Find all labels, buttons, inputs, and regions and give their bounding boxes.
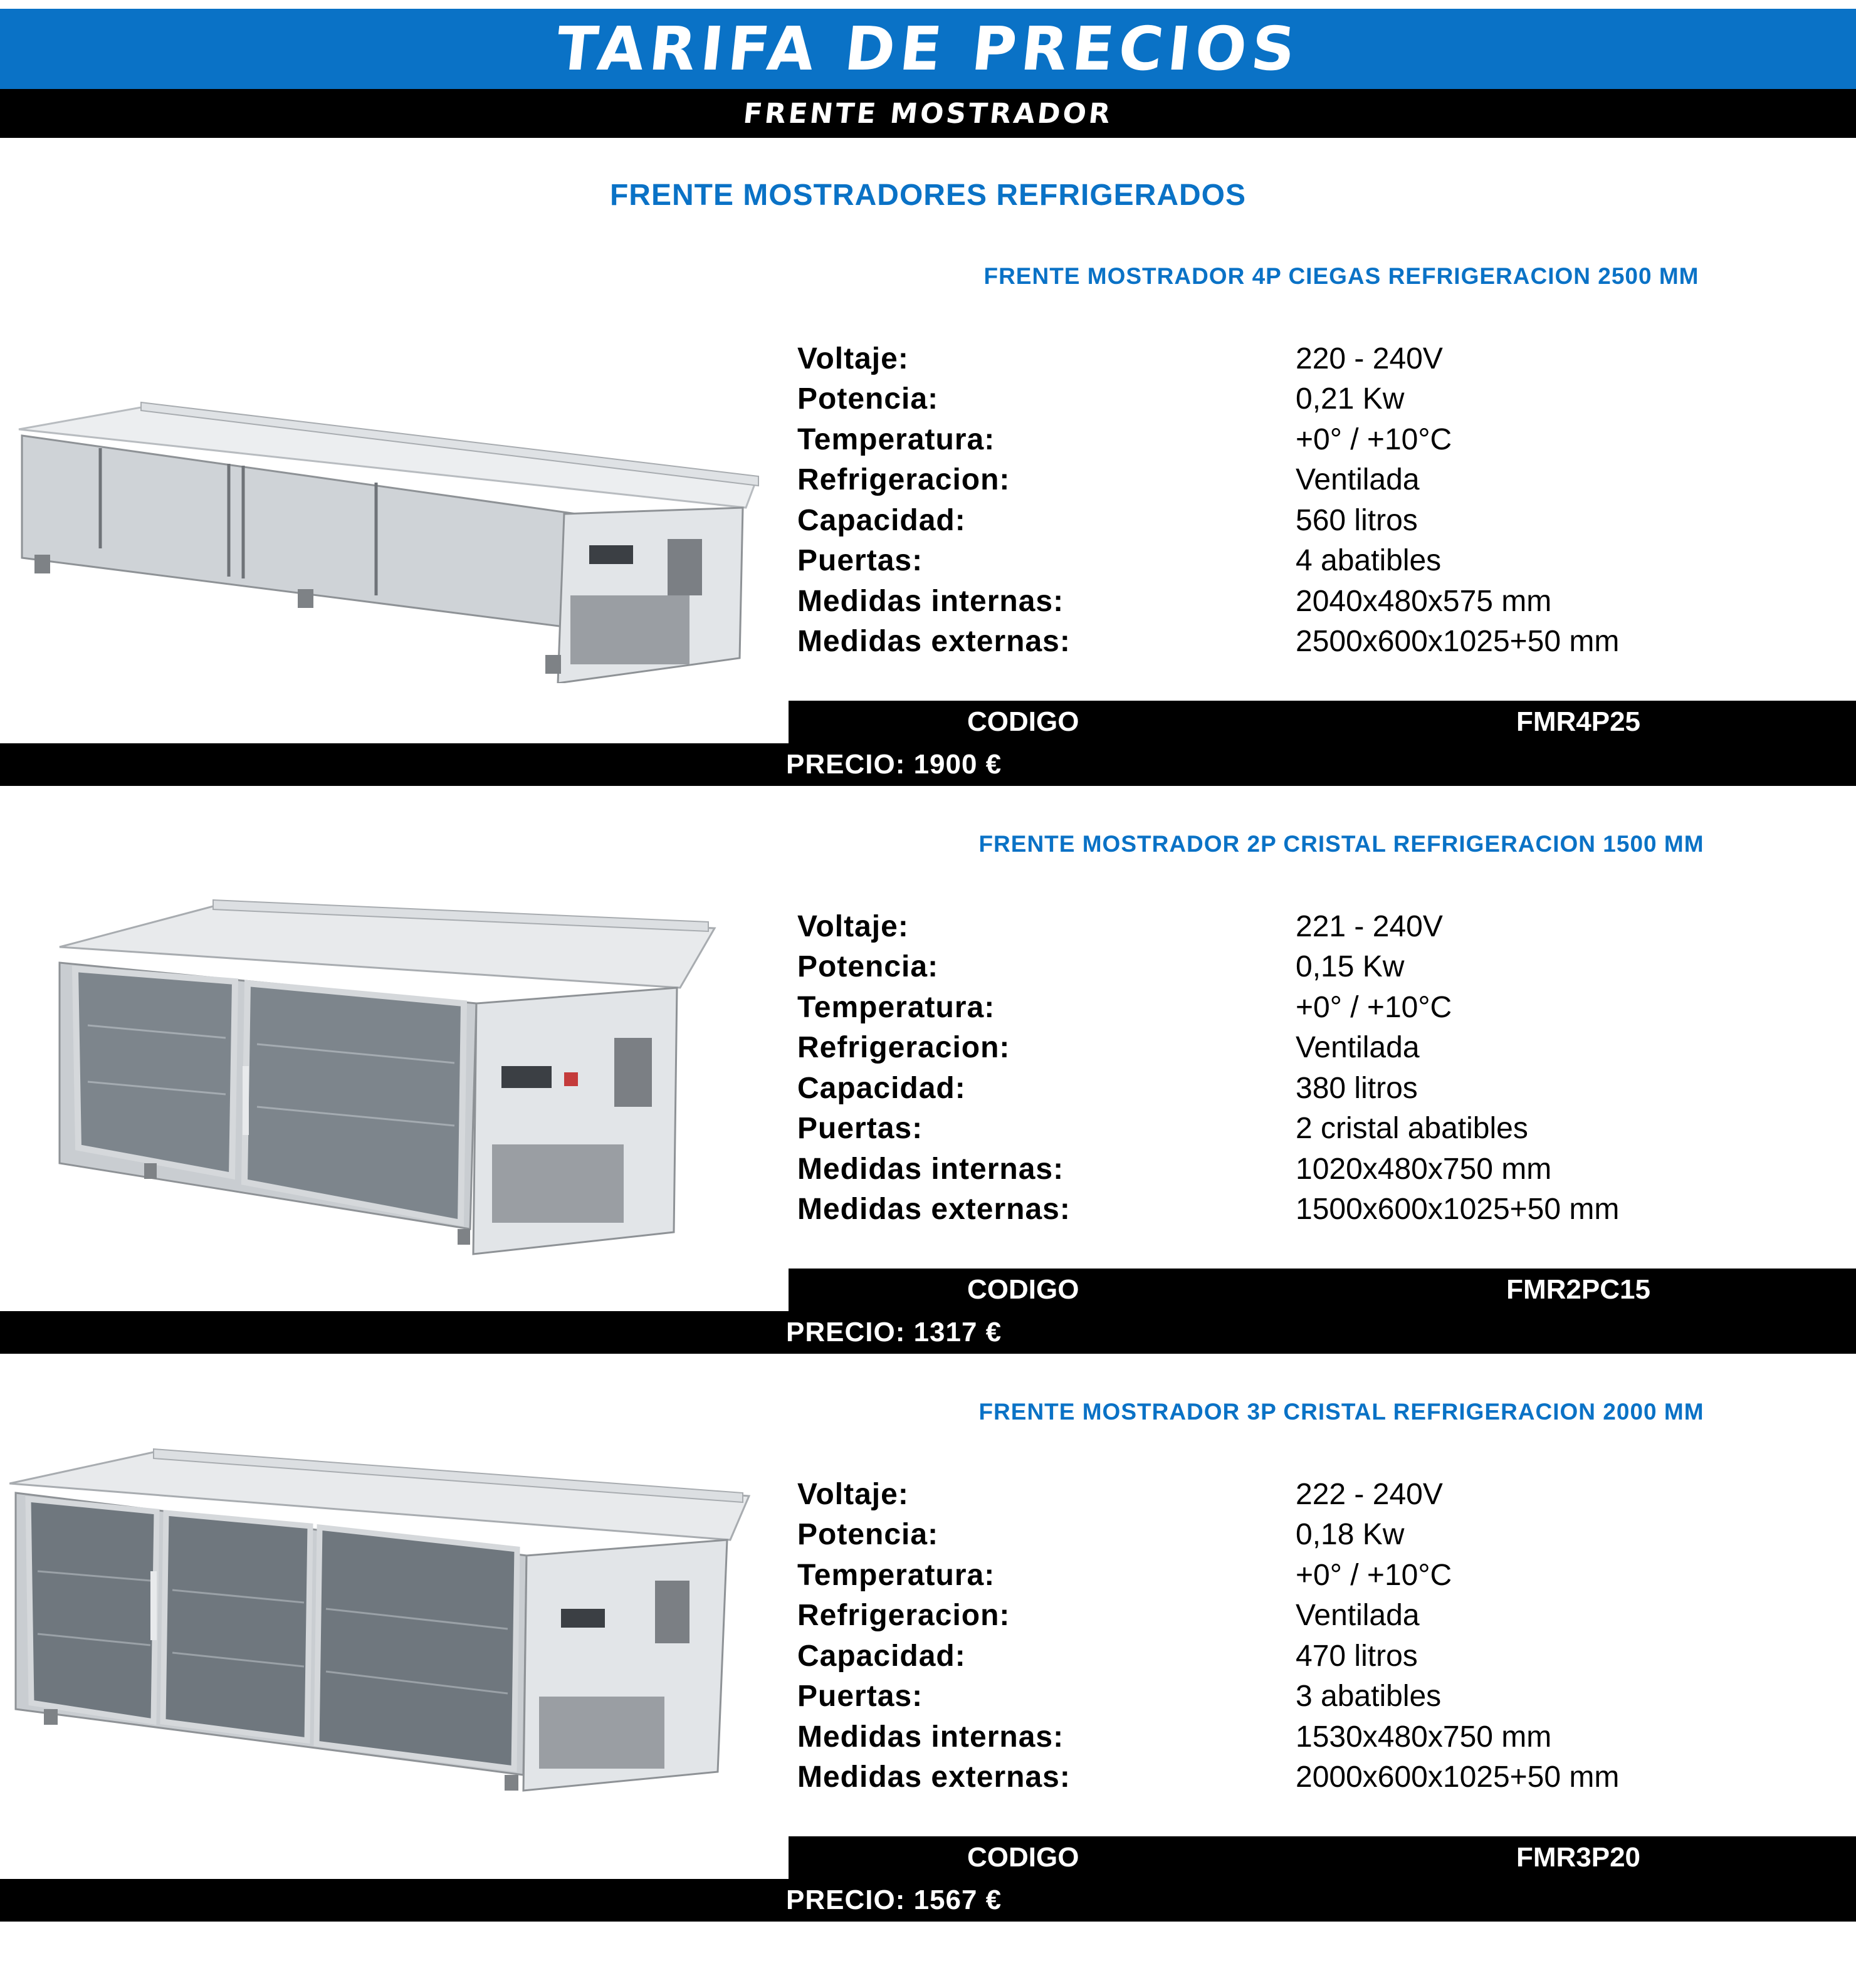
spec-row <box>797 1028 1619 1069</box>
product-image-2p-glass <box>50 862 727 1263</box>
spec-label: Voltaje: <box>797 342 909 375</box>
spec-value: 221 - 240V <box>1296 909 1443 943</box>
spec-value: 1020x480x750 mm <box>1296 1152 1552 1186</box>
spec-label: Refrigeracion: <box>797 1031 1010 1065</box>
spec-value: 0,18 Kw <box>1296 1518 1405 1552</box>
spec-value: 4 abatibles <box>1296 544 1442 578</box>
spec-row <box>797 1717 1619 1757</box>
product-card-fmr3p20 <box>0 1399 1856 1988</box>
spec-label: Capacidad: <box>797 1071 966 1105</box>
spec-label: Temperatura: <box>797 1558 995 1592</box>
spec-value: 220 - 240V <box>1296 342 1443 375</box>
spec-label: Refrigeracion: <box>797 463 1010 497</box>
spec-row <box>797 1677 1619 1717</box>
spec-row <box>797 1555 1619 1596</box>
price-bar <box>0 743 1856 786</box>
product-title: FRENTE MOSTRADOR 3P CRISTAL REFRIGERACION 2000 MM <box>978 1399 1704 1425</box>
code-label: CODIGO <box>967 1274 1079 1305</box>
spec-row <box>797 541 1619 582</box>
subtitle-banner <box>0 89 1856 138</box>
spec-value: 1500x600x1025+50 mm <box>1296 1193 1620 1227</box>
spec-label: Medidas externas: <box>797 1193 1071 1227</box>
spec-row <box>797 1515 1619 1556</box>
code-label: CODIGO <box>967 706 1079 737</box>
spec-list <box>797 906 1619 1230</box>
product-card-fmr4p25 <box>0 263 1856 852</box>
spec-value: 2000x600x1025+50 mm <box>1296 1760 1620 1794</box>
spec-label: Medidas internas: <box>797 1152 1064 1186</box>
spec-value: 560 litros <box>1296 503 1418 537</box>
spec-value: 0,15 Kw <box>1296 950 1405 984</box>
spec-label: Medidas externas: <box>797 1760 1071 1794</box>
spec-value: +0° / +10°C <box>1296 1558 1452 1592</box>
spec-row <box>797 1474 1619 1515</box>
spec-row <box>797 987 1619 1028</box>
spec-label: Puertas: <box>797 1680 923 1713</box>
spec-label: Temperatura: <box>797 422 995 456</box>
spec-value: Ventilada <box>1296 1599 1420 1633</box>
spec-row <box>797 419 1619 460</box>
spec-row <box>797 581 1619 622</box>
spec-row <box>797 379 1619 420</box>
spec-label: Medidas internas: <box>797 1720 1064 1754</box>
spec-row <box>797 1109 1619 1149</box>
section-heading: FRENTE MOSTRADORES REFRIGERADOS <box>609 179 1247 212</box>
code-bar <box>789 701 1856 743</box>
spec-label: Capacidad: <box>797 1639 966 1673</box>
spec-row <box>797 947 1619 988</box>
product-price: PRECIO: 1567 € <box>786 1885 1002 1915</box>
spec-value: Ventilada <box>1296 463 1420 497</box>
spec-label: Capacidad: <box>797 503 966 537</box>
product-code: FMR4P25 <box>1516 706 1641 737</box>
page-title: TARIFA DE PRECIOS <box>552 14 1304 84</box>
code-bar <box>789 1836 1856 1879</box>
spec-label: Puertas: <box>797 544 923 578</box>
spec-value: +0° / +10°C <box>1296 422 1452 456</box>
spec-label: Potencia: <box>797 1518 939 1552</box>
spec-value: +0° / +10°C <box>1296 990 1452 1024</box>
spec-value: 380 litros <box>1296 1071 1418 1105</box>
product-title: FRENTE MOSTRADOR 4P CIEGAS REFRIGERACION 2500 MM <box>983 263 1699 289</box>
spec-label: Puertas: <box>797 1112 923 1146</box>
product-code: FMR2PC15 <box>1506 1274 1650 1305</box>
spec-list <box>797 1474 1619 1797</box>
spec-value: Ventilada <box>1296 1031 1420 1065</box>
spec-label: Potencia: <box>797 950 939 984</box>
spec-row <box>797 500 1619 541</box>
spec-value: 222 - 240V <box>1296 1477 1443 1511</box>
product-title: FRENTE MOSTRADOR 2P CRISTAL REFRIGERACION 1500 MM <box>978 831 1704 857</box>
spec-list <box>797 338 1619 662</box>
spec-label: Medidas internas: <box>797 584 1064 618</box>
spec-value: 3 abatibles <box>1296 1680 1442 1713</box>
product-image-4p-solid <box>13 332 765 683</box>
spec-value: 0,21 Kw <box>1296 382 1405 416</box>
spec-row <box>797 1636 1619 1677</box>
title-banner <box>0 9 1856 89</box>
product-card-fmr2pc15 <box>0 831 1856 1420</box>
spec-label: Voltaje: <box>797 1477 909 1511</box>
spec-label: Refrigeracion: <box>797 1599 1010 1633</box>
spec-value: 2500x600x1025+50 mm <box>1296 625 1620 659</box>
spec-value: 1530x480x750 mm <box>1296 1720 1552 1754</box>
spec-row <box>797 1757 1619 1798</box>
spec-label: Medidas externas: <box>797 625 1071 659</box>
spec-label: Voltaje: <box>797 909 909 943</box>
spec-value: 2040x480x575 mm <box>1296 584 1552 618</box>
spec-row <box>797 622 1619 662</box>
spec-label: Temperatura: <box>797 990 995 1024</box>
spec-value: 2 cristal abatibles <box>1296 1112 1528 1146</box>
code-bar <box>789 1269 1856 1311</box>
product-price: PRECIO: 1317 € <box>786 1317 1002 1347</box>
spec-label: Potencia: <box>797 382 939 416</box>
spec-row <box>797 1068 1619 1109</box>
page-subtitle: FRENTE MOSTRADOR <box>742 97 1114 130</box>
spec-row <box>797 338 1619 379</box>
price-bar <box>0 1311 1856 1354</box>
product-image-3p-glass <box>9 1446 755 1797</box>
spec-row <box>797 1190 1619 1230</box>
spec-row <box>797 460 1619 501</box>
spec-row <box>797 1596 1619 1636</box>
spec-value: 470 litros <box>1296 1639 1418 1673</box>
product-price: PRECIO: 1900 € <box>786 749 1002 780</box>
spec-row <box>797 906 1619 947</box>
product-code: FMR3P20 <box>1516 1842 1641 1873</box>
spec-row <box>797 1149 1619 1190</box>
price-bar <box>0 1879 1856 1922</box>
code-label: CODIGO <box>967 1842 1079 1873</box>
